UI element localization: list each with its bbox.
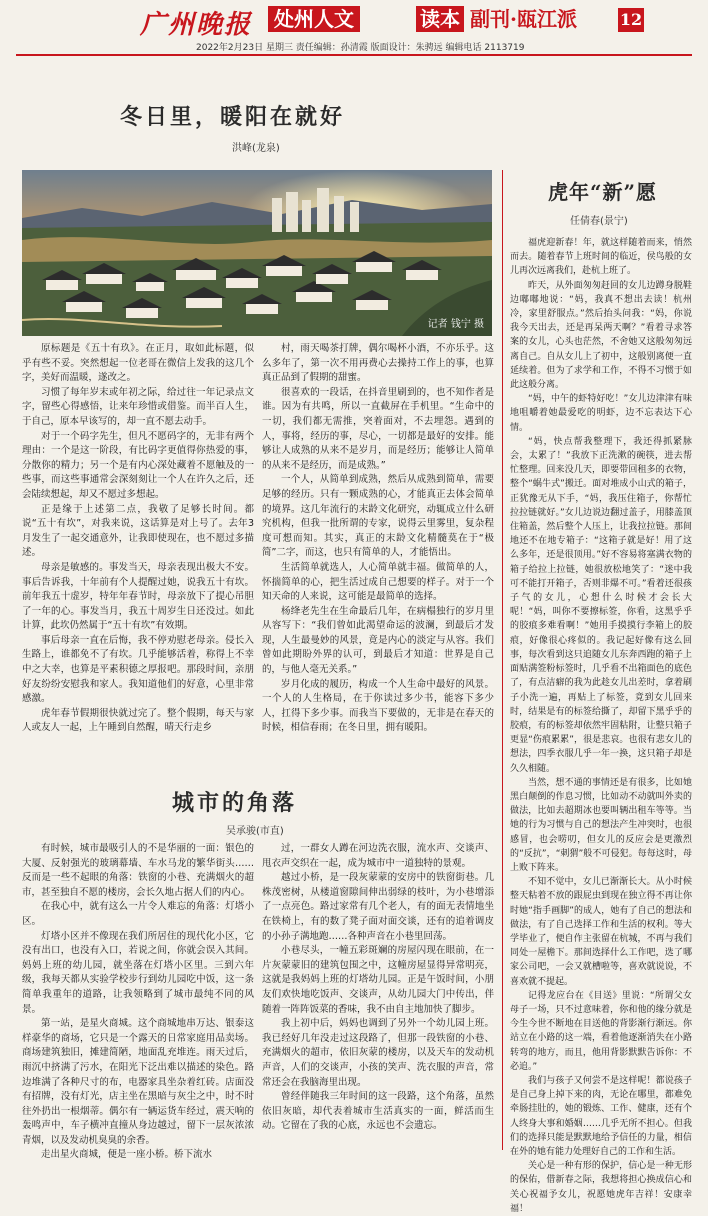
column-divider: [502, 170, 503, 1150]
paragraph: 第一站，是星火商城。这个商城地串万达、银泰这样豪华的商场，它只是一个露天的日常家庭用品卖场。商场建筑独旧，摊建简陋，地面乱充堆连。雨天过后，雨沉中挤满了污水，在阳光下泛出难以描述的染色。路边堆满了各种尺寸的布，电器家具坐杂着红砖。店面没有招牌，没有灯光，店主坐在黑暗与灰尘之中，时不时往外扔出一根烟蒂。偶尔有一辆运货车经过，震天响的轰鸣声中，车子横冲直撞从身边越过，留下一层灰浓浓青烟，以及发动机臭臭的余香。: [22, 1018, 254, 1146]
paragraph: 原标题是《五十有玖》。在正月，取如此标题，似乎有些不妥。突然想起一位老哥在微信上发我的这几个字，美好而温暖，遂改之。: [22, 343, 254, 384]
article-3-byline: 任倩春(景宁): [570, 216, 628, 227]
paragraph: 关心是一种有形的保护，信心是一种无形的保佑，借新春之际，我想将担心换成信心和关心祝福予女儿，祝愿她虎年吉祥！安康幸福！: [510, 1161, 692, 1214]
ancient-town-aerial-image: [22, 170, 492, 336]
article-1-title: 冬日里，暖阳在就好: [120, 104, 346, 130]
article-2-title: 城市的角落: [172, 790, 298, 816]
paragraph: “妈，中午的虾特好吃！”女儿边津津有味地咀嚼着她最爱吃的明虾，边不忘表达下心情。: [510, 394, 692, 433]
paragraph: 福虎迎新春！年，就这样随着而来，悄然而去。随着春节上班时间的临近，侯鸟般的女儿再次远离我们，赴杭上班了。: [510, 238, 692, 277]
section-title: 处州人文: [268, 6, 360, 32]
paragraph: 母亲是敏感的。事发当天，母亲表现出极大不安。事后告诉我，十年前有个人提醒过她，说我五十有坎。前年我五十虚岁，特年年春节时，母亲放下了提心吊胆了一年的心。事发当月，我五十周岁生日还没过。如此计算，此坎仍然属于“五十有坎”有效期。: [22, 561, 254, 632]
paragraph: 越过小桥，是一段灰蒙蒙的安房中的铁窗街巷。几株茂密树，从楼道窗隙间伸出弱绿的枝叶，为小巷增添了一点亮色。路过家常有几个老人，有的面无表情地坐在铁椅上，有的数了凳子面对面交谈，还有的追着调皮的小孙子满地跑……各种声音在小巷里回荡。: [262, 872, 494, 942]
article-3-title: 虎年“新”愿: [548, 180, 658, 204]
paragraph: 岁月化成的履历，构成一个人生命中最好的风景。一个人的人生格局，在于你读过多少书，能容下多少人，扛得下多少事。而我当下要做的，无非是在春天的时候，相信春雨；在冬日里，拥有暖阳。: [262, 678, 494, 734]
paragraph: 我上初中后，妈妈也调到了另外一个幼儿园上班。我已经好几年没走过这段路了，但那一段铁窗的小巷、充满烟火的超市，依旧灰蒙的楼房，以及天车的发动机声音，人们的交谈声，小孩的笑声、洗衣服的声音，常常还会在我脑海里出现。: [262, 1018, 494, 1088]
paragraph: 灯塔小区并不像现在我们所居住的现代化小区，它没有出口，也没有入口，若说之间，你就会误入其间。妈妈上班的幼儿园，就坐落在灯塔小区里。三到六年级，我每天都从实验学校步行到幼儿园吃中饭，这一条简单我重年的道路，让我领略到了城市最纯不同的风景。: [22, 930, 254, 1015]
article-3-column: [510, 236, 692, 1214]
masthead-divider: [16, 54, 692, 56]
section-read-badge: 读本: [416, 6, 464, 32]
paragraph: 村，雨天喝茶打牌，偶尔喝杯小酒，不亦乐乎。这么多年了，第一次不用再费心去操持工作上的事，也算真正品到了假期的甜蜜。: [262, 343, 494, 384]
paragraph: 在我心中，就有这么一片令人难忘的角落：灯塔小区。: [22, 901, 254, 927]
paragraph: 过，一群女人蹲在河边洗衣服，流水声、交谈声、甩衣声交织在一起，成为城市中一道独特的景观。: [262, 843, 494, 869]
article-1-photo: [22, 170, 492, 336]
paragraph: 杨绛老先生在生命最后几年，在病榻独行的岁月里从容写下：“我们曾如此渴望命运的波澜，到最后才发现，人生最曼妙的风景，竟是内心的淡定与从容。我们曾如此期盼外界的认可，到最后才知道：世界是自己的，与他人毫无关系。”: [262, 605, 494, 676]
paragraph: 习惯了每年岁末或年初之际，给过往一年记录点文字，留些心得感悟，让来年珍惜或借鉴。而半百人生，于自己，原本早该写的，却一直不愿去动手。: [22, 386, 254, 427]
paragraph: 走出星火商城，便是一座小桥。桥下流水: [41, 1149, 213, 1161]
paragraph: 虎年春节假期很快就过完了。整个假期，每天与家人或友人一起，上午睡到自然醒，晴天行走乡: [22, 707, 254, 734]
supplement-title: 副刊·瓯江派: [470, 7, 577, 31]
paragraph: 当然，想不通的事情还是有很多，比如她黑白颠倒的作息习惯，比如动不动就叫外卖的做法，比如去超期冰也要叫辆出租车等等。当她的行为习惯与自己的想法产生冲突时，也很感冒，也会唠叨，但女儿的反应会是更激烈的“反抗”，“刺猬”般不可侵犯。每每这时，母上败下阵来。: [510, 777, 692, 873]
paragraph: 事后母亲一直在后悔，我不停劝慰老母亲。侵长入生路上，谁都免不了有坎。几乎能够活着，称得上不幸中之大幸，也算是平素积德之厚报吧。那段时间，亲朋好友纷纷安慰我和家人。我知道他们的好意，心里非常感激。: [22, 634, 254, 705]
paragraph: 不知不觉中，女儿已渐渐长大。从小时候整天粘着不放的跟屁虫到现在独立得不再让你时她“指手画脚”的成人，她有了自己的想法和做法，有了自己选择工作和生活的权利。等大学毕业了，便自作主张留在杭城，不再与我们同处一屋檐下。那间选择什么工作吧，选了哪家公司吧，一会又就槽啦等，喜欢就说说，不喜欢就不提起。: [510, 877, 692, 987]
paragraph: 很喜欢的一段话，在抖音里刷到的，也不知作者是谁。因为有共鸣，所以一直截屏在手机里。“生命中的一切，我们都无需推，突着面对，不去埋怨。遇到的人，事将，经历的事，尽心，一切都是最好的安排。能够让人成熟的从来不是岁月，而是经历；能够让人简单的从来不是经历，而是成熟。”: [262, 386, 494, 471]
article-1-byline: 洪峰(龙泉): [232, 143, 280, 154]
photo-credit: 记者 钱宁 摄: [427, 319, 484, 330]
paragraph: 曾经伴随我三年时间的这一段路，这个角落，虽然依旧灰暗，却代表着城市生活真实的一面，鲜活而生动。它留在了我的心底，永远也不会遗忘。: [262, 1091, 494, 1132]
article-1-column-1: [22, 342, 254, 772]
paragraph: 生活简单就选人，人心简单就丰福。做简单的人，怀揣简单的心，把生活过成自己想要的样子。对于一个知天命的人来说，这可能是最简单的选择。: [262, 561, 494, 603]
paragraph: 昨天，从外面匆匆赶回的女儿边蹲身脱鞋边嘟嘟地说：“妈，我真不想出去读！杭州冷，家里舒服点。”然后抬头问我：“妈，你说我今天出去，还是再呆两天啊？”看着寻求答案的女儿，心头也茫然，不舍她又这般匆匆远离自己。自从女儿上了初中，这般别离便一直延续着。但为了求学和工作，不得不习惯于如此这般分离。: [510, 280, 692, 391]
article-2-column-1: [22, 842, 254, 1161]
article-1-column-2: [262, 342, 494, 772]
issue-info: 2022年2月23日 星期三 责任编辑：孙清霞 版面设计：朱骋远 编辑电话 2113719: [196, 43, 525, 53]
article-2-byline: 吴承骏(市直): [226, 826, 284, 837]
paragraph: “妈，快点帮我整理下，我还得抓紧脉会，太累了！”我放下正洗漱的碗筷，进去帮忙整理。回来没几天，即要带回租多的衣物，整个“蜗牛式”搬迁。面对堆成小山式的箱子，正犹豫无从下手，“妈，我压住箱子，你帮忙拉拉链就好。”女儿边说边翻过盖子，用膝盖顶住箱盖，然后整个人压上，让我拉拉链。那间地还不在地专箱子：“这箱子就是好！用了这么多年，还是很顶用。”好不容易将塞满衣物的箱子给拉上拉链，她很放松地笑了：“迷中我可不能打开箱子，否则非爆不可。”看着还很孩子气的女儿，心想什么时候才会长大呢！“妈，叫你不要擦标签，你看，这黑乎乎的胶痕多难看啊！”她用手摸摸行李箱上的胶痕，好像很心疼似的。我记起好像有这么回事，每次看到这只追随女儿东奔西跑的箱子上面贴满签粉标签时，几乎看不出箱面色的底色了，有点洁癖的我为此趁女儿出差时，拿着刷子小洗一遍，再贴上了标签，竟到女儿回来时，结果是有的标签给撕了，却留下黑乎乎的胶痕，有的标签却依然牢固粘附，让整只箱子更显“伤痕累累”，很是悲哀。也很有悲女儿的想法，四季衣服几乎一年一换，这只箱子却是久久相随。: [510, 436, 692, 774]
paragraph: 一个人，从简单到成熟，然后从成熟到简单，需要足够的经历。只有一颗成熟的心，才能真正去体会简单的境界。这几年流行的末龄文化研究，动辄成立什么研究机构，但我一批所谓的专家，说得云里雾里，复杂程度可想而知。其实，真正的末龄文化精髓莫在于“极简”二字，而这，也只有简单的人，才能悟出。: [262, 474, 494, 559]
masthead: [0, 0, 708, 40]
article-2-column-2: [262, 842, 494, 1154]
paragraph: 小巷尽头，一幢五彩斑斓的房屋闪现在眼前，在一片灰蒙蒙旧的建筑包围之中，这幢房屋显得异常明亮，这就是我妈妈上班的灯塔幼儿园。正是午饭时间，小朋友们欢快地吃饭声、交谈声，从幼儿园大门中传出，伴随着一阵阵饭菜的香味，我不由自主地加快了脚步。: [262, 945, 494, 1015]
paragraph: 正是缘于上述第二点，我敬了足够长时间。都说“五十有坎”，对我来说，这话算是对上号了。去年3月发生了一起交通意外，让我即使现在，也不愿过多描述。: [22, 503, 254, 559]
page-number: 12: [618, 8, 644, 32]
paragraph: 记得龙应台在《目送》里说：“所谓父女母子一场，只不过意味着，你和他的缘分就是今生今世不断地在目送他的背影渐行渐远。你站立在小路的这一端，看着他逐渐消失在小路转弯的地方，而且，他用背影默默告诉你：不必追。”: [510, 990, 692, 1072]
paragraph: 我们与孩子又何尝不是这样呢！都说孩子是自己身上掉下来的肉，无论在哪里，都难免牵肠挂肚的，她的锻炼、工作、健康，还有个人终身大事和婚姻……几乎无所不担心。但我们的选择只能是默默地给予信任的力量，相信在外的她有能力处理好自己的工作和生活。: [510, 1075, 692, 1157]
newspaper-brand: 广州晚报: [140, 10, 253, 40]
paragraph: 对于一个码字先生，但凡不愿码字的，无非有两个理由：一个是这一阶段，有比码字更值得你热爱的事，分散你的精力；另一个是有内心深处藏着不愿触及的一些事，而这些事通常会深刻刻让一个人在许久之后，还会陆续想起，却又不愿过多想起。: [22, 430, 254, 500]
paragraph: 有时候，城市最吸引人的不是华丽的一面：银色的大厦、反射强光的玻璃幕墙、车水马龙的繁华街头……反而是一些不起眼的角落：铁窗的小巷、充满烟火的超市，甚至独自不愿的楼房，会长久地占据人们的内心。: [22, 843, 254, 898]
